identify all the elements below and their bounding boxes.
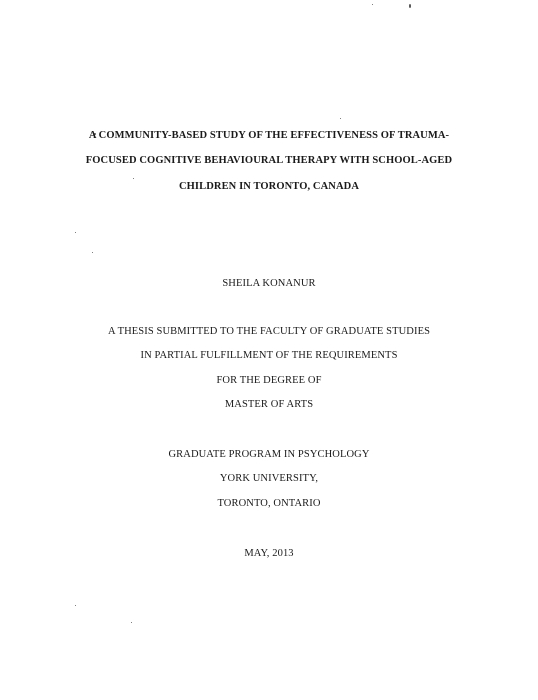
scan-speck (92, 252, 93, 253)
scan-speck (75, 605, 76, 606)
scan-speck (131, 622, 132, 623)
thesis-title-line-2: FOCUSED COGNITIVE BEHAVIOURAL THERAPY WITH SCHOOL-AGED (85, 155, 453, 166)
thesis-title-line-1: A COMMUNITY-BASED STUDY OF THE EFFECTIVENESS OF TRAUMA- (88, 130, 450, 141)
scan-speck (75, 232, 76, 233)
submission-line-4: MASTER OF ARTS (224, 399, 314, 410)
university-location: TORONTO, ONTARIO (217, 498, 321, 509)
author-name: SHEILA KONANUR (222, 278, 316, 289)
scan-speck (409, 4, 411, 8)
submission-line-2: IN PARTIAL FULFILLMENT OF THE REQUIREMENTS (140, 350, 398, 361)
submission-line-1: A THESIS SUBMITTED TO THE FACULTY OF GRADUATE STUDIES (107, 326, 431, 337)
submission-date: MAY, 2013 (244, 548, 294, 559)
university-name: YORK UNIVERSITY, (219, 473, 319, 484)
scan-speck (340, 118, 341, 119)
scan-speck (372, 4, 373, 5)
program-name: GRADUATE PROGRAM IN PSYCHOLOGY (168, 449, 370, 460)
scan-speck (133, 178, 134, 179)
submission-line-3: FOR THE DEGREE OF (216, 375, 322, 386)
thesis-title-line-3: CHILDREN IN TORONTO, CANADA (178, 181, 360, 192)
